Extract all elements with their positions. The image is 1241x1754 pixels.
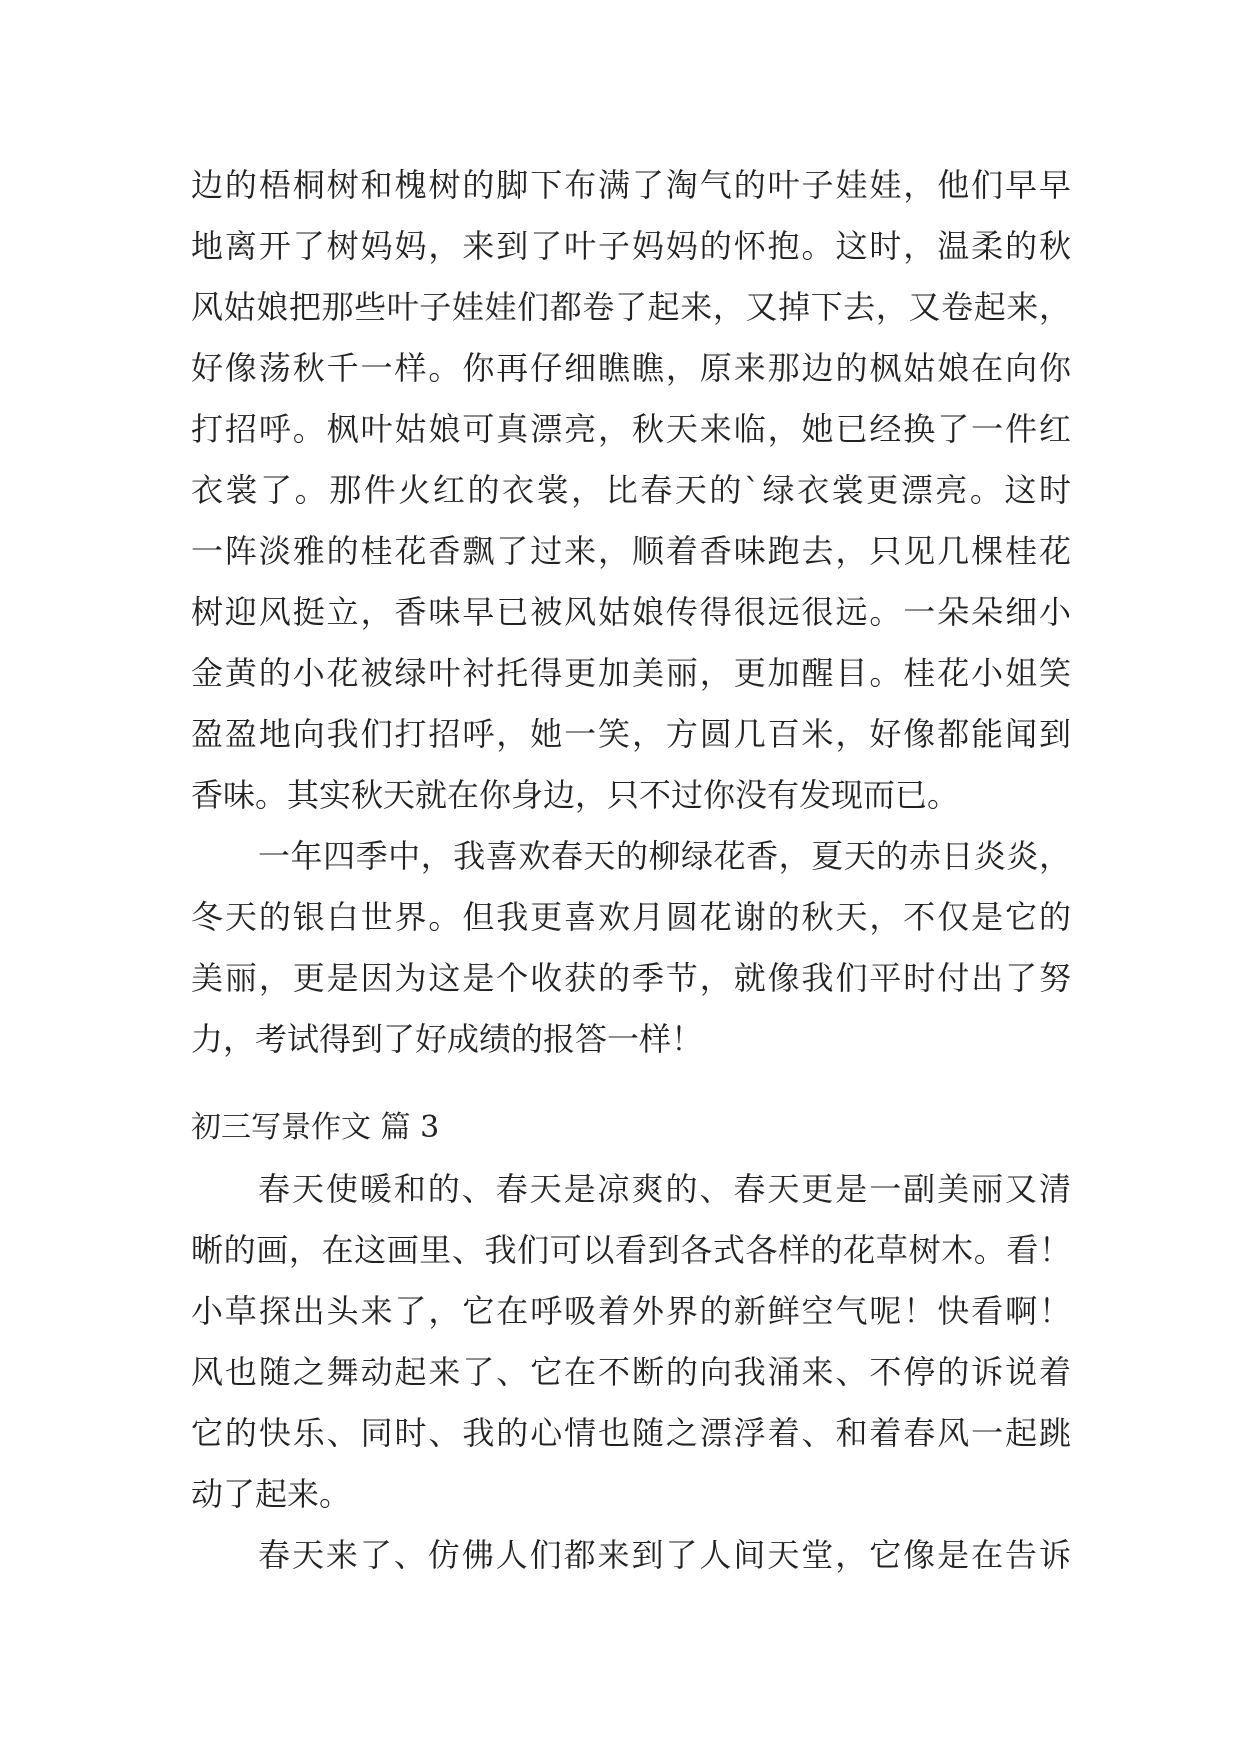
paragraph-line: 衣裳了。那件火红的衣裳，比春天的`绿衣裳更漂亮。这时 — [191, 471, 1071, 509]
paragraph-line: 小草探出头来了，它在呼吸着外界的新鲜空气呢！快看啊！ — [191, 1292, 1071, 1330]
paragraph-line: 香味。其实秋天就在你身边，只不过你没有发现而已。 — [191, 776, 960, 814]
paragraph-line: 好像荡秋千一样。你再仔细瞧瞧，原来那边的枫姑娘在向你 — [191, 349, 1071, 387]
paragraph-line: 春天使暖和的、春天是凉爽的、春天更是一副美丽又清 — [258, 1170, 1071, 1208]
paragraph-line: 风姑娘把那些叶子娃娃们都卷了起来，又掉下去，又卷起来， — [191, 288, 1071, 326]
paragraph-line: 边的梧桐树和槐树的脚下布满了淘气的叶子娃娃，他们早早 — [191, 166, 1071, 204]
paragraph-line: 风也随之舞动起来了、它在不断的向我涌来、不停的诉说着 — [191, 1353, 1071, 1391]
section-heading: 初三写景作文 篇 3 — [191, 1110, 440, 1145]
paragraph-line: 美丽，更是因为这是个收获的季节，就像我们平时付出了努 — [191, 959, 1071, 997]
paragraph-line: 力，考试得到了好成绩的报答一样！ — [191, 1020, 704, 1058]
paragraph-line: 树迎风挺立，香味早已被风姑娘传得很远很远。一朵朵细小 — [191, 593, 1071, 631]
paragraph-line: 一阵淡雅的桂花香飘了过来，顺着香味跑去，只见几棵桂花 — [191, 532, 1071, 570]
paragraph-line: 地离开了树妈妈，来到了叶子妈妈的怀抱。这时，温柔的秋 — [191, 227, 1071, 265]
paragraph-line: 盈盈地向我们打招呼，她一笑，方圆几百米，好像都能闻到 — [191, 715, 1071, 753]
paragraph-line: 动了起来。 — [191, 1475, 352, 1513]
paragraph-line: 它的快乐、同时、我的心情也随之漂浮着、和着春风一起跳 — [191, 1414, 1071, 1452]
paragraph-line: 晰的画，在这画里、我们可以看到各式各样的花草树木。看！ — [191, 1231, 1071, 1269]
paragraph-line: 金黄的小花被绿叶衬托得更加美丽，更加醒目。桂花小姐笑 — [191, 654, 1071, 692]
paragraph-line: 冬天的银白世界。但我更喜欢月圆花谢的秋天，不仅是它的 — [191, 898, 1071, 936]
paragraph-line: 打招呼。枫叶姑娘可真漂亮，秋天来临，她已经换了一件红 — [191, 410, 1071, 448]
paragraph-line: 一年四季中，我喜欢春天的柳绿花香，夏天的赤日炎炎， — [258, 837, 1071, 875]
paragraph-line: 春天来了、仿佛人们都来到了人间天堂，它像是在告诉 — [258, 1536, 1071, 1574]
